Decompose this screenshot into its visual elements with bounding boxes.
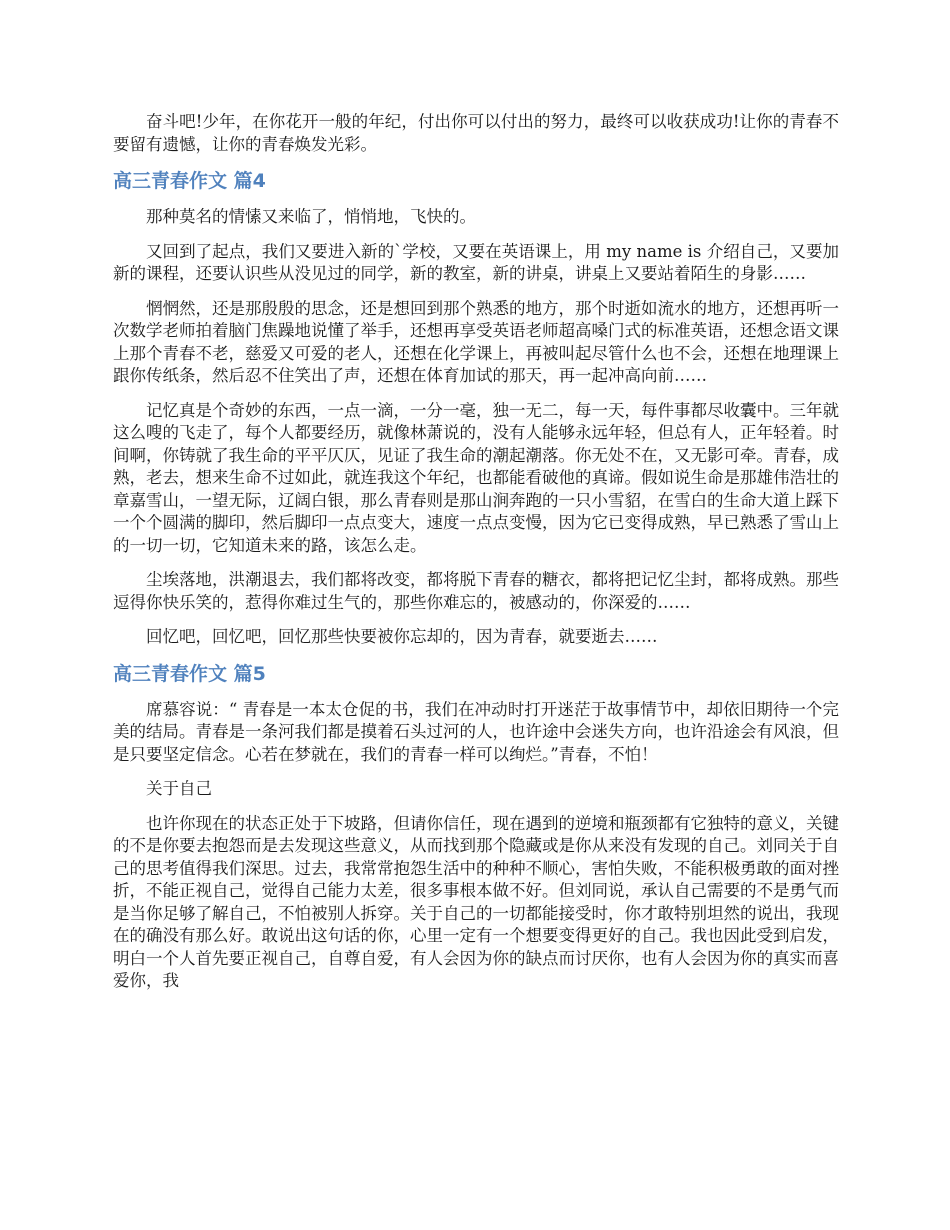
section-heading-5: 高三青春作文 篇5 <box>113 662 266 685</box>
document-page <box>113 111 839 1005</box>
paragraph: 回忆吧，回忆吧，回忆那些快要被你忘却的，因为青春，就要逝去…… <box>146 627 658 646</box>
paragraph: 那种莫名的情愫又来临了，悄悄地，飞快的。 <box>146 207 476 226</box>
paragraph: 也许你现在的状态正处于下坡路，但请你信任，现在遇到的逆境和瓶颈都有它独特的意义，关键的不是你要去抱怨而是去发现这些意义，从而找到那个隐藏或是你从来没有发现的自己。刘同关于自己的思考值得我们深思。过去，我常常抱怨生活中的种种不顺心，害怕失败，不能积极勇敢的面对挫折，不能正视自己，觉得自己能力太差，很多事根本做不好。但刘同说，承认自己需要的不是勇气而是当你足够了解自己，不怕被别人拆穿。关于自己的一切都能接受时，你才敢特别坦然的说出，我现在的确没有那么好。敢说出这句话的你，心里一定有一个想要变得更好的自己。我也因此受到启发，明白一个人首先要正视自己，自尊自爱，有人会因为你的缺点而讨厌你，也有人会因为你的真实而喜爱你，我 <box>113 813 839 990</box>
paragraph: 关于自己 <box>146 779 212 798</box>
paragraph: 席慕容说：“ 青春是一本太仓促的书，我们在冲动时打开迷茫于故事情节中，却依旧期待一个完美的结局。青春是一条河我们都是摸着石头过河的人，也许途中会迷失方向，也许沿途会有风浪，但是只要坚定信念。心若在梦就在，我们的青春一样可以绚烂。”青春，不怕！ <box>113 699 839 764</box>
paragraph: 记忆真是个奇妙的东西，一点一滴，一分一毫，独一无二，每一天，每件事都尽收囊中。三年就这么嗖的飞走了，每个人都要经历，就像林萧说的，没有人能够永远年轻，但总有人，正年轻着。时间啊，你铸就了我生命的平平仄仄，见证了我生命的潮起潮落。你无处不在，又无影可牵。青春，成熟，老去，想来生命不过如此，就连我这个年纪，也都能看破他的真谛。假如说生命是那雄伟浩壮的章嘉雪山，一望无际，辽阔白银，那么青春则是那山涧奔跑的一只小雪貂，在雪白的生命大道上踩下一个个圆满的脚印，然后脚印一点点变大，速度一点点变慢，因为它已变得成熟，早已熟悉了雪山上的一切一切，它知道未来的路，该怎么走。 <box>113 400 839 555</box>
section-heading-4: 高三青春作文 篇4 <box>113 170 266 192</box>
paragraph: 奋斗吧!少年，在你花开一般的年纪，付出你可以付出的努力，最终可以收获成功!让你的青春不要留有遗憾，让你的青春焕发光彩。 <box>113 112 839 154</box>
paragraph: 尘埃落地，洪潮退去，我们都将改变，都将脱下青春的糖衣，都将把记忆尘封，都将成熟。那些逗得你快乐笑的，惹得你难过生气的，那些你难忘的，被感动的，你深爱的…… <box>113 570 839 612</box>
paragraph: 又回到了起点，我们又要进入新的`学校，又要在英语课上，用 my name is 介绍自己，又要加新的课程，还要认识些从没见过的同学，新的教室，新的讲桌，讲桌上又要站着陌生的身影…… <box>113 241 839 283</box>
paragraph: 惘惘然，还是那殷殷的思念，还是想回到那个熟悉的地方，那个时逝如流水的地方，还想再听一次数学老师拍着脑门焦躁地说懂了举手，还想再享受英语老师超高嗓门式的标准英语，还想念语文课上那个青春不老，慈爱又可爱的老人，还想在化学课上，再被叫起尽管什么也不会，还想在地理课上跟你传纸条，然后忍不住笑出了声，还想在体育加试的那天，再一起冲高向前…… <box>113 298 839 385</box>
